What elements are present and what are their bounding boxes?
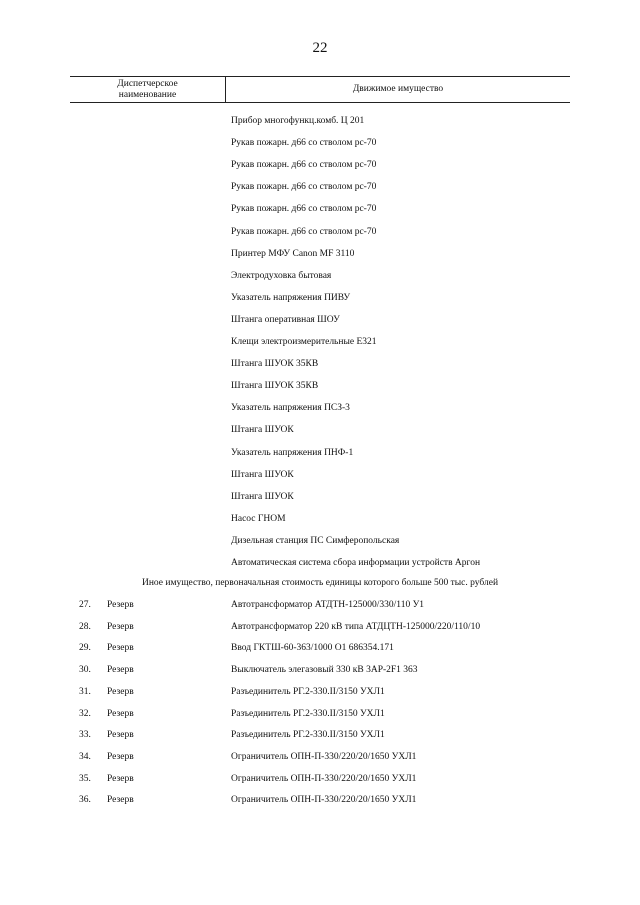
row-number: 35. — [79, 773, 91, 784]
item-label: Рукав пожарн. д66 со стволом рс-70 — [231, 226, 377, 237]
item-label: Рукав пожарн. д66 со стволом рс-70 — [231, 138, 377, 149]
row-property: Ограничитель ОПН-П-330/220/20/1650 УХЛ1 — [231, 773, 417, 784]
table-row — [0, 620, 640, 634]
item-label: Рукав пожарн. д66 со стволом рс-70 — [231, 182, 377, 193]
row-property: Выключатель элегазовый 330 кВ 3АР-2F1 363 — [231, 665, 418, 676]
table-row — [0, 793, 640, 807]
row-number: 28. — [79, 621, 91, 632]
header-col1-line1: Диспетчерское — [117, 79, 178, 89]
item-label: Указатель напряжения ПИВУ — [231, 292, 351, 303]
row-dispatch-name: Резерв — [107, 643, 134, 654]
item-label: Клещи электроизмерительные Е321 — [231, 337, 377, 347]
header-col1-line2: наименование — [118, 90, 177, 100]
row-property: Ввод ГКТШ-60-363/1000 О1 686354.171 — [231, 643, 394, 654]
table-header — [70, 76, 570, 103]
list-item — [0, 335, 640, 349]
row-number: 32. — [79, 708, 91, 719]
item-label: Рукав пожарн. д66 со стволом рс-70 — [231, 160, 377, 171]
item-label: Принтер МФУ Canon MF 3110 — [231, 248, 355, 259]
table-row — [0, 750, 640, 764]
row-property: Разъединитель РГ.2-330.II/3150 УХЛ1 — [231, 730, 385, 741]
list-item — [0, 180, 640, 194]
row-dispatch-name: Резерв — [107, 708, 134, 719]
list-item — [0, 357, 640, 371]
list-item — [0, 556, 640, 570]
row-dispatch-name: Резерв — [107, 795, 134, 806]
list-item — [0, 247, 640, 261]
list-item — [0, 512, 640, 526]
row-property: Разъединитель РГ.2-330.II/3150 УХЛ1 — [231, 686, 385, 697]
table-row — [0, 598, 640, 612]
list-item — [0, 225, 640, 239]
row-dispatch-name: Резерв — [107, 773, 134, 784]
row-property: Ограничитель ОПН-П-330/220/20/1650 УХЛ1 — [231, 795, 417, 806]
page-number: 22 — [312, 40, 328, 56]
item-label: Штанга оперативная ШОУ — [231, 314, 340, 325]
row-number: 36. — [79, 795, 91, 806]
list-item — [0, 379, 640, 393]
list-item — [0, 291, 640, 305]
table-row — [0, 772, 640, 786]
row-property: Автотрансформатор АТДТН-125000/330/110 У1 — [231, 600, 425, 610]
list-item — [0, 136, 640, 150]
item-label: Дизельная станция ПС Симферопольская — [231, 535, 400, 546]
list-item — [0, 269, 640, 283]
row-dispatch-name: Резерв — [107, 686, 134, 697]
row-number: 31. — [79, 686, 91, 697]
list-item — [0, 114, 640, 128]
row-dispatch-name: Резерв — [107, 621, 134, 632]
header-movable-property: Движимое имущество — [352, 84, 444, 94]
list-item — [0, 158, 640, 172]
item-label: Электродуховка бытовая — [231, 270, 332, 281]
row-number: 29. — [79, 643, 91, 654]
table-row — [0, 663, 640, 677]
row-dispatch-name: Резерв — [107, 730, 134, 741]
item-label: Насос ГНОМ — [231, 513, 286, 524]
item-label: Указатель напряжения ПСЗ-3 — [231, 403, 350, 414]
item-label: Прибор многофункц.комб. Ц 201 — [231, 116, 365, 126]
row-property: Автотрансформатор 220 кВ типа АТДЦТН-125000/220/110/10 — [231, 621, 481, 632]
table-row — [0, 641, 640, 655]
table-row — [0, 728, 640, 742]
section-title: Иное имущество, первоначальная стоимость единицы которого больше 500 тыс. рублей — [141, 578, 499, 588]
row-number: 34. — [79, 751, 91, 762]
list-item — [0, 313, 640, 327]
list-item — [0, 534, 640, 548]
item-label: Штанга ШУОК — [231, 491, 294, 502]
table-row — [0, 707, 640, 721]
item-label: Указатель напряжения ПНФ-1 — [231, 447, 354, 458]
item-label: Автоматическая система сбора информации устройств Аргон — [231, 558, 481, 568]
row-number: 33. — [79, 730, 91, 741]
list-item — [0, 468, 640, 482]
row-number: 27. — [79, 600, 91, 610]
row-dispatch-name: Резерв — [107, 751, 134, 762]
list-item — [0, 401, 640, 415]
list-item — [0, 202, 640, 216]
list-item — [0, 423, 640, 437]
table-row — [0, 685, 640, 699]
row-dispatch-name: Резерв — [107, 600, 134, 610]
item-label: Штанга ШУОК 35КВ — [231, 359, 319, 370]
item-label: Рукав пожарн. д66 со стволом рс-70 — [231, 204, 377, 215]
row-property: Ограничитель ОПН-П-330/220/20/1650 УХЛ1 — [231, 751, 417, 762]
row-dispatch-name: Резерв — [107, 665, 134, 676]
item-label: Штанга ШУОК — [231, 469, 294, 480]
list-item — [0, 446, 640, 460]
item-label: Штанга ШУОК 35КВ — [231, 381, 319, 392]
row-property: Разъединитель РГ.2-330.II/3150 УХЛ1 — [231, 708, 385, 719]
row-number: 30. — [79, 665, 91, 676]
item-label: Штанга ШУОК — [231, 425, 294, 436]
header-dispatch-name — [70, 77, 226, 102]
list-item — [0, 490, 640, 504]
